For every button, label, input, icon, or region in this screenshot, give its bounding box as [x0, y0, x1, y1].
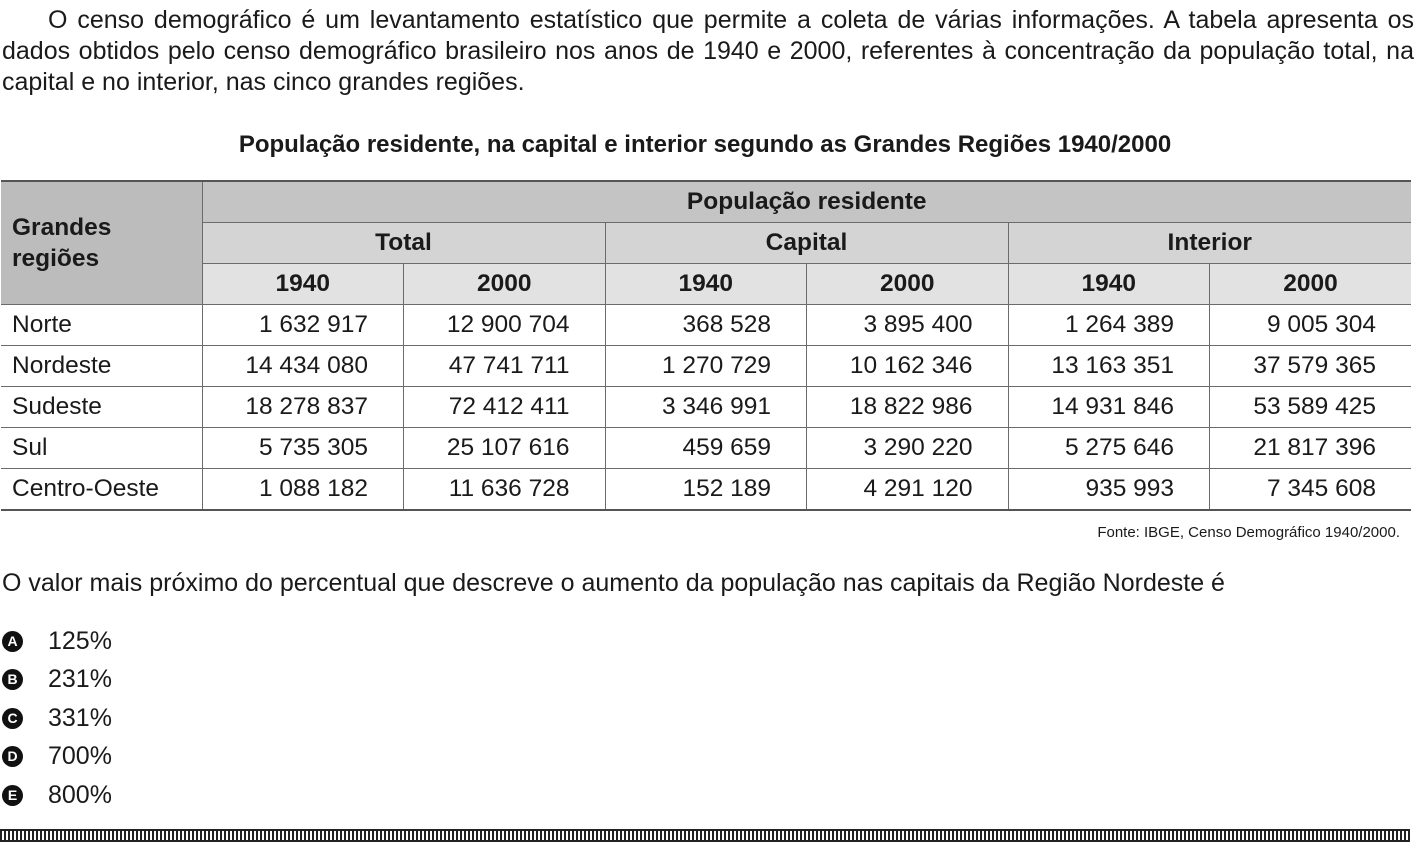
region-cell: Sudeste	[1, 387, 202, 428]
year-header: 2000	[807, 264, 1009, 305]
value-cell: 12 900 704	[404, 305, 606, 346]
table-row	[1, 469, 1411, 511]
answer-option-c[interactable]	[2, 699, 112, 738]
answer-option-a[interactable]	[2, 622, 112, 661]
option-text: 331%	[48, 703, 112, 732]
option-text: 800%	[48, 780, 112, 809]
option-letter-badge: C	[2, 708, 23, 729]
value-cell: 37 579 365	[1210, 346, 1412, 387]
header-row-top	[1, 181, 1411, 223]
header-row-groups	[1, 223, 1411, 264]
value-cell: 1 088 182	[202, 469, 404, 511]
population-header: População residente	[202, 181, 1411, 223]
value-cell: 21 817 396	[1210, 428, 1412, 469]
value-cell: 368 528	[605, 305, 807, 346]
value-cell: 152 189	[605, 469, 807, 511]
corner-header: Grandes regiões	[1, 181, 202, 305]
table-row	[1, 305, 1411, 346]
intro-paragraph: O censo demográfico é um levantamento estatístico que permite a coleta de várias informações. A tabela apresenta os dados obtidos pelo censo demográfico brasileiro nos anos de 1940 e 2000, referentes à concentração da população total, na capital e no interior, nas cinco grandes regiões.	[2, 6, 1414, 96]
value-cell: 3 290 220	[807, 428, 1009, 469]
value-cell: 47 741 711	[404, 346, 606, 387]
option-letter-badge: B	[2, 669, 23, 690]
table-row	[1, 387, 1411, 428]
value-cell: 1 632 917	[202, 305, 404, 346]
table-row	[1, 346, 1411, 387]
answer-option-e[interactable]	[2, 776, 112, 815]
region-cell: Nordeste	[1, 346, 202, 387]
value-cell: 14 931 846	[1008, 387, 1210, 428]
region-cell: Norte	[1, 305, 202, 346]
value-cell: 53 589 425	[1210, 387, 1412, 428]
answer-option-d[interactable]	[2, 738, 112, 777]
option-letter-badge: A	[2, 631, 23, 652]
value-cell: 25 107 616	[404, 428, 606, 469]
value-cell: 5 275 646	[1008, 428, 1210, 469]
value-cell: 3 346 991	[605, 387, 807, 428]
value-cell: 4 291 120	[807, 469, 1009, 511]
year-header: 1940	[202, 264, 404, 305]
value-cell: 18 822 986	[807, 387, 1009, 428]
year-header: 2000	[404, 264, 606, 305]
value-cell: 9 005 304	[1210, 305, 1412, 346]
answer-option-b[interactable]	[2, 661, 112, 700]
option-letter-badge: D	[2, 746, 23, 767]
group-header-total: Total	[202, 223, 605, 264]
value-cell: 1 264 389	[1008, 305, 1210, 346]
census-table	[1, 180, 1411, 511]
option-letter-badge: E	[2, 785, 23, 806]
value-cell: 14 434 080	[202, 346, 404, 387]
answer-options	[2, 622, 112, 815]
table-title: População residente, na capital e interior segundo as Grandes Regiões 1940/2000	[238, 131, 1172, 158]
group-header-capital: Capital	[605, 223, 1008, 264]
option-text: 125%	[48, 626, 112, 655]
footer-divider	[0, 829, 1410, 842]
value-cell: 11 636 728	[404, 469, 606, 511]
question-text: O valor mais próximo do percentual que descreve o aumento da população nas capitais da Região Nordeste é	[2, 569, 1225, 597]
group-header-interior: Interior	[1008, 223, 1411, 264]
value-cell: 3 895 400	[807, 305, 1009, 346]
header-row-years	[1, 264, 1411, 305]
value-cell: 935 993	[1008, 469, 1210, 511]
value-cell: 5 735 305	[202, 428, 404, 469]
option-text: 700%	[48, 742, 112, 771]
table-source: Fonte: IBGE, Censo Demográfico 1940/2000.	[1097, 524, 1400, 541]
value-cell: 13 163 351	[1008, 346, 1210, 387]
value-cell: 1 270 729	[605, 346, 807, 387]
value-cell: 7 345 608	[1210, 469, 1412, 511]
value-cell: 459 659	[605, 428, 807, 469]
region-cell: Sul	[1, 428, 202, 469]
year-header: 2000	[1210, 264, 1412, 305]
region-cell: Centro-Oeste	[1, 469, 202, 511]
value-cell: 72 412 411	[404, 387, 606, 428]
option-text: 231%	[48, 665, 112, 694]
value-cell: 18 278 837	[202, 387, 404, 428]
year-header: 1940	[1008, 264, 1210, 305]
value-cell: 10 162 346	[807, 346, 1009, 387]
year-header: 1940	[605, 264, 807, 305]
table-row	[1, 428, 1411, 469]
